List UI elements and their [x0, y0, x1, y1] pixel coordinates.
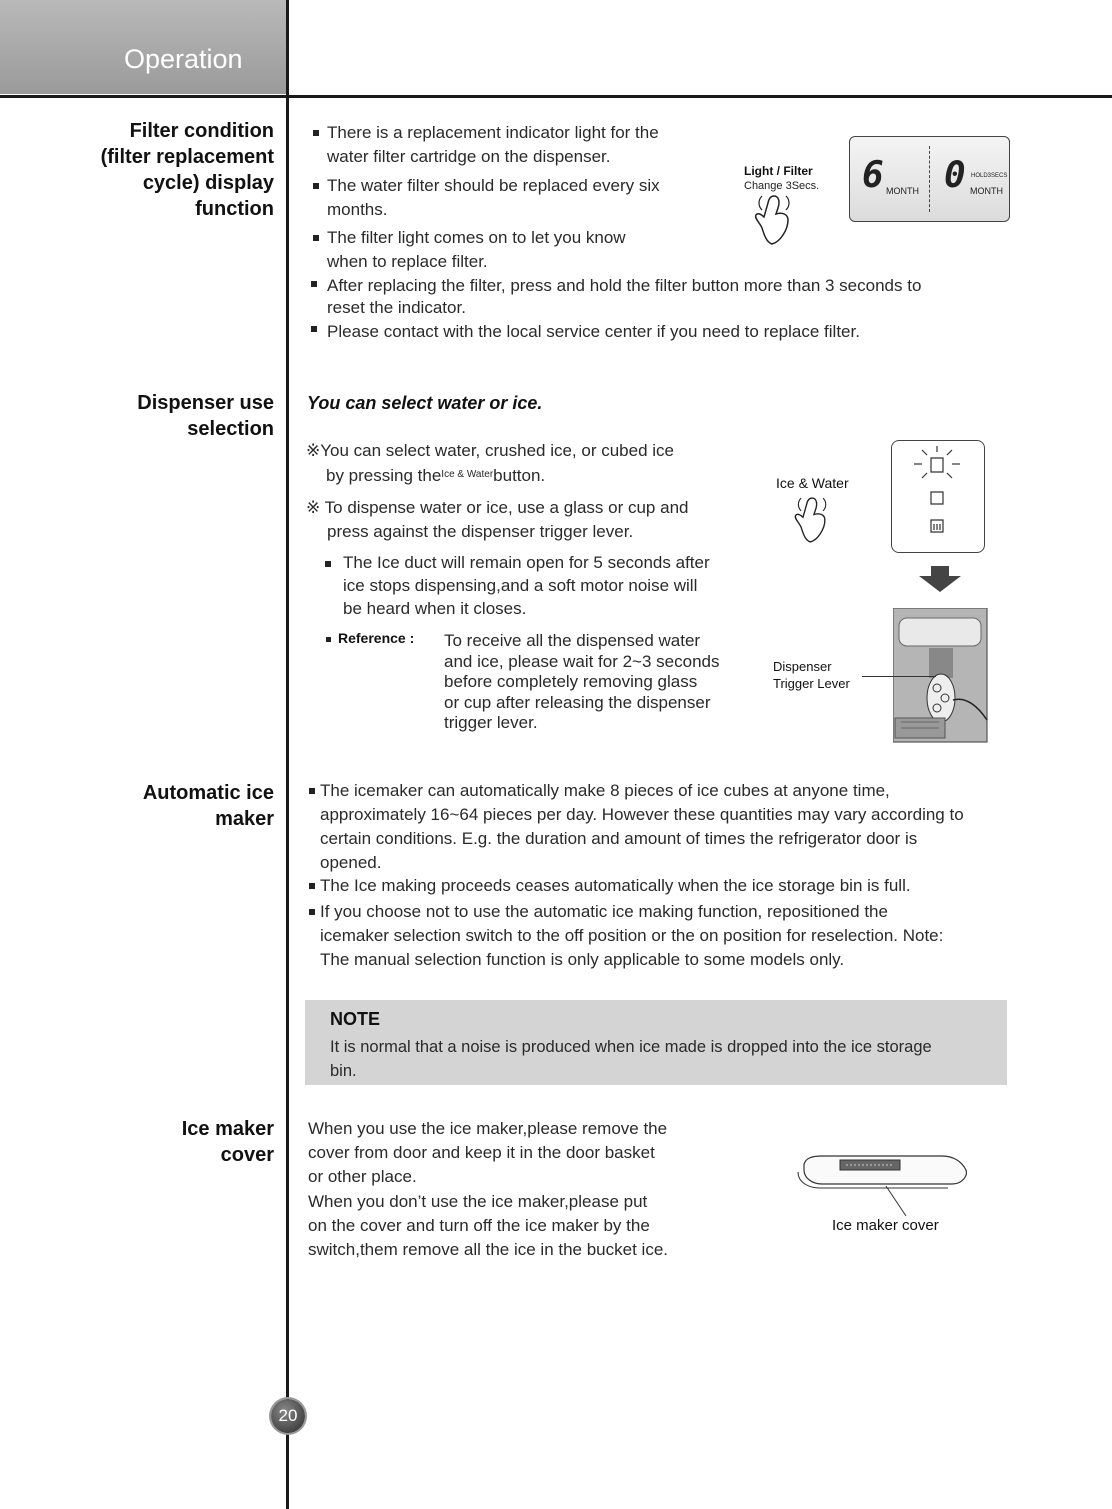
bullet — [313, 183, 319, 189]
trigger-lever-label: Dispenser Trigger Lever — [773, 659, 850, 691]
section-heading-dispenser: Dispenser use selection — [137, 392, 274, 440]
section-heading-cover: Ice maker cover — [181, 1118, 274, 1166]
page-title: Operation — [124, 44, 243, 74]
bullet — [309, 909, 315, 915]
right-month-digit: 0 — [944, 155, 966, 196]
bullet — [313, 235, 319, 241]
bullet — [313, 130, 319, 136]
section-heading-icemaker: Automatic ice maker — [142, 782, 274, 830]
filter-bullet-1: There is a replacement indicator light for the water filter cartridge on the dispenser. — [327, 123, 659, 166]
light-filter-sublabel: Change 3Secs. — [744, 180, 820, 192]
press-hand-icon — [752, 192, 798, 248]
header-rule — [0, 95, 1112, 98]
filter-bullet-3: The filter light comes on to let you know when to replace filter. — [327, 228, 626, 271]
ice-maker-cover-illustration — [794, 1150, 970, 1220]
note-text: It is normal that a noise is produced when ice made is dropped into the ice storage bin. — [330, 1038, 932, 1080]
section-heading-filter: Filter condition (filter replacement cycle) display function — [100, 120, 274, 220]
ice-duct-note: The Ice duct will remain open for 5 seconds after ice stops dispensing,and a soft motor noise will be heard when it closes. — [343, 553, 710, 618]
bullet — [326, 637, 331, 642]
vertical-rule — [286, 0, 289, 1509]
cover-instructions: When you use the ice maker,please remove the cover from door and keep it in the door basket or other place. When you don’t use the ice maker,please put on the cover and turn off the ice maker by the switch,them remove all the ice in the bucket ice. — [308, 1119, 668, 1260]
bullet — [311, 281, 317, 287]
ice-water-label: Ice & Water — [776, 475, 849, 491]
bullet — [309, 883, 315, 889]
note-title: NOTE — [330, 1009, 381, 1029]
down-arrow-icon — [917, 566, 963, 594]
light-filter-label: Light / Filter — [744, 164, 813, 178]
icemaker-bullet-2: The Ice making proceeds ceases automatically when the ice storage bin is full. — [320, 876, 911, 895]
reference-label: Reference : — [338, 630, 415, 646]
bullet — [309, 788, 315, 794]
left-month-unit: MONTH — [886, 186, 919, 196]
right-month-unit: MONTH — [970, 186, 1003, 196]
filter-bullet-4: After replacing the filter, press and hold the filter button more than 3 seconds to reset the indicator. — [327, 276, 922, 317]
icemaker-bullet-3: If you choose not to use the automatic ice making function, repositioned the icemaker selection switch to the off position or the on position for reselection. Note: The manual selection function is only applicable to some models only. — [320, 902, 944, 969]
dispenser-subtitle: You can select water or ice. — [307, 393, 543, 413]
dispenser-note-2: ※ To dispense water or ice, use a glass or cup and press against the dispenser trigger lever. — [306, 498, 689, 541]
page-number: 20 — [271, 1399, 305, 1433]
dispenser-mode-icons — [906, 444, 968, 548]
icemaker-bullet-1: The icemaker can automatically make 8 pieces of ice cubes at anyone time, approximately 16~64 pieces per day. However these quantities may vary according to certain conditions. E.g. the duration and amount of times the refrigerator door is opened. — [320, 781, 964, 872]
ice-maker-cover-label: Ice maker cover — [832, 1217, 939, 1234]
dispenser-note-1: ※You can select water, crushed ice, or cubed ice by pressing the$^{Ice \& Water}$button. — [306, 441, 674, 485]
left-month-digit: 6 — [862, 155, 884, 196]
panel-divider — [929, 146, 930, 212]
filter-bullet-5: Please contact with the local service center if you need to replace filter. — [327, 322, 860, 341]
trigger-leader-line — [862, 676, 936, 677]
bullet — [325, 561, 331, 567]
hold-3secs-label: HOLD3SECS — [971, 173, 1008, 179]
reference-text: To receive all the dispensed water and ice, please wait for 2~3 seconds before completely removing glass or cup after releasing the dispenser trigger lever. — [444, 631, 720, 732]
filter-bullet-2: The water filter should be replaced every six months. — [327, 176, 660, 219]
ice-water-inline-label: Ice & Water — [441, 469, 494, 480]
bullet — [311, 326, 317, 332]
press-hand-icon — [792, 492, 834, 548]
